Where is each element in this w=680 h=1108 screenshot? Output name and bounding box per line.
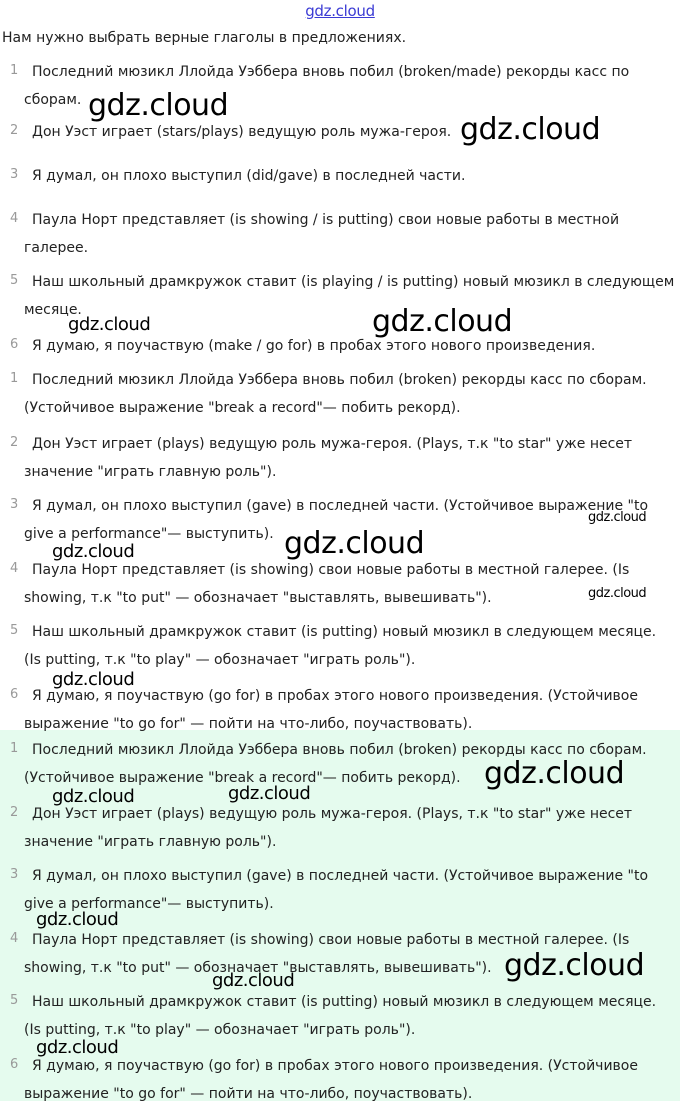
task-item-6 <box>0 332 676 360</box>
answer-item-6 <box>0 1052 676 1108</box>
answer-item-2 <box>0 800 676 856</box>
item-text: Паула Норт представляет (is showing) свои новые работы в местной галерее. (Is showing, т.к "to put" — обозначает "выставлять, вывешивать"). <box>24 562 630 606</box>
item-number: 2 <box>10 805 19 820</box>
watermark: gdz.cloud <box>52 541 135 562</box>
item-number: 4 <box>10 931 19 946</box>
item-text: Наш школьный драмкружок ставит (is playing / is putting) новый мюзикл в следующем месяце. <box>24 274 675 318</box>
task-item-4 <box>0 206 676 262</box>
item-text: Я думал, он плохо выступил (gave) в последней части. (Устойчивое выражение "to give a performance"— выступить). <box>24 498 649 542</box>
task-item-3 <box>0 162 676 190</box>
item-text: Дон Уэст играет (plays) ведущую роль мужа-героя. (Plays, т.к "to star" уже несет значение "играть главную роль"). <box>24 806 633 850</box>
item-number: 2 <box>10 123 19 138</box>
item-text: Я думал, он плохо выступил (did/gave) в последней части. <box>32 168 466 184</box>
item-number: 1 <box>10 63 19 78</box>
item-number: 6 <box>10 687 19 702</box>
answer-item-2 <box>0 430 676 486</box>
item-number: 3 <box>10 167 19 182</box>
answer-item-1 <box>0 366 676 422</box>
watermark: gdz.cloud <box>52 669 135 690</box>
item-number: 6 <box>10 1057 19 1072</box>
watermark: gdz.cloud <box>372 304 513 339</box>
item-text: Я думаю, я поучаствую (go for) в пробах этого нового произведения. (Устойчивое выражение "to go for" — пойти на что-либо, поучаствовать). <box>24 688 638 732</box>
answer-item-6 <box>0 682 676 738</box>
watermark: gdz.cloud <box>36 1037 119 1058</box>
item-text: Паула Норт представляет (is showing) свои новые работы в местной галерее. (Is showing, т.к "to put" — обозначает "выставлять, вывешивать"). <box>24 932 630 976</box>
item-number: 4 <box>10 211 19 226</box>
item-number: 5 <box>10 993 19 1008</box>
item-number: 1 <box>10 741 19 756</box>
answer-item-4 <box>0 556 676 612</box>
item-number: 6 <box>10 337 19 352</box>
item-number: 5 <box>10 273 19 288</box>
item-number: 3 <box>10 867 19 882</box>
item-number: 1 <box>10 371 19 386</box>
watermark: gdz.cloud <box>36 909 119 930</box>
item-text: Паула Норт представляет (is showing / is putting) свои новые работы в местной галерее. <box>24 212 620 256</box>
intro-text: Нам нужно выбрать верные глаголы в предложениях. <box>2 30 407 46</box>
item-text: Последний мюзикл Ллойда Уэббера вновь побил (broken/made) рекорды касс по сборам. <box>24 64 630 108</box>
watermark: gdz.cloud <box>52 786 135 807</box>
watermark: gdz.cloud <box>460 112 601 147</box>
watermark: gdz.cloud <box>68 314 151 335</box>
answer-item-5 <box>0 618 676 674</box>
item-number: 3 <box>10 497 19 512</box>
item-number: 5 <box>10 623 19 638</box>
item-text: Последний мюзикл Ллойда Уэббера вновь побил (broken) рекорды касс по сборам. (Устойчивое выражение "break a record"— побить рекорд). <box>24 742 647 786</box>
item-text: Последний мюзикл Ллойда Уэббера вновь побил (broken) рекорды касс по сборам. (Устойчивое выражение "break a record"— побить рекорд). <box>24 372 647 416</box>
watermark: gdz.cloud <box>228 783 311 804</box>
answer-item-5 <box>0 988 676 1044</box>
watermark: gdz.cloud <box>284 526 425 561</box>
item-number: 4 <box>10 561 19 576</box>
item-text: Дон Уэст играет (plays) ведущую роль мужа-героя. (Plays, т.к "to star" уже несет значение "играть главную роль"). <box>24 436 633 480</box>
watermark: gdz.cloud <box>588 586 647 601</box>
watermark: gdz.cloud <box>212 970 295 991</box>
item-text: Я думаю, я поучаствую (make / go for) в пробах этого нового произведения. <box>32 338 596 354</box>
item-text: Я думал, он плохо выступил (gave) в последней части. (Устойчивое выражение "to give a performance"— выступить). <box>24 868 649 912</box>
watermark: gdz.cloud <box>504 948 645 983</box>
item-text: Наш школьный драмкружок ставит (is putting) новый мюзикл в следующем месяце. (Is putting, т.к "to play" — обозначает "играть роль"). <box>24 624 657 668</box>
item-text: Я думаю, я поучаствую (go for) в пробах этого нового произведения. (Устойчивое выражение "to go for" — пойти на что-либо, поучаствовать). <box>24 1058 638 1102</box>
watermark: gdz.cloud <box>88 88 229 123</box>
item-text: Дон Уэст играет (stars/plays) ведущую роль мужа-героя. <box>32 124 452 140</box>
site-logo[interactable]: gdz.cloud <box>305 2 375 20</box>
item-text: Наш школьный драмкружок ставит (is putting) новый мюзикл в следующем месяце. (Is putting, т.к "to play" — обозначает "играть роль"). <box>24 994 657 1038</box>
watermark: gdz.cloud <box>484 756 625 791</box>
item-number: 2 <box>10 435 19 450</box>
watermark: gdz.cloud <box>588 510 647 525</box>
